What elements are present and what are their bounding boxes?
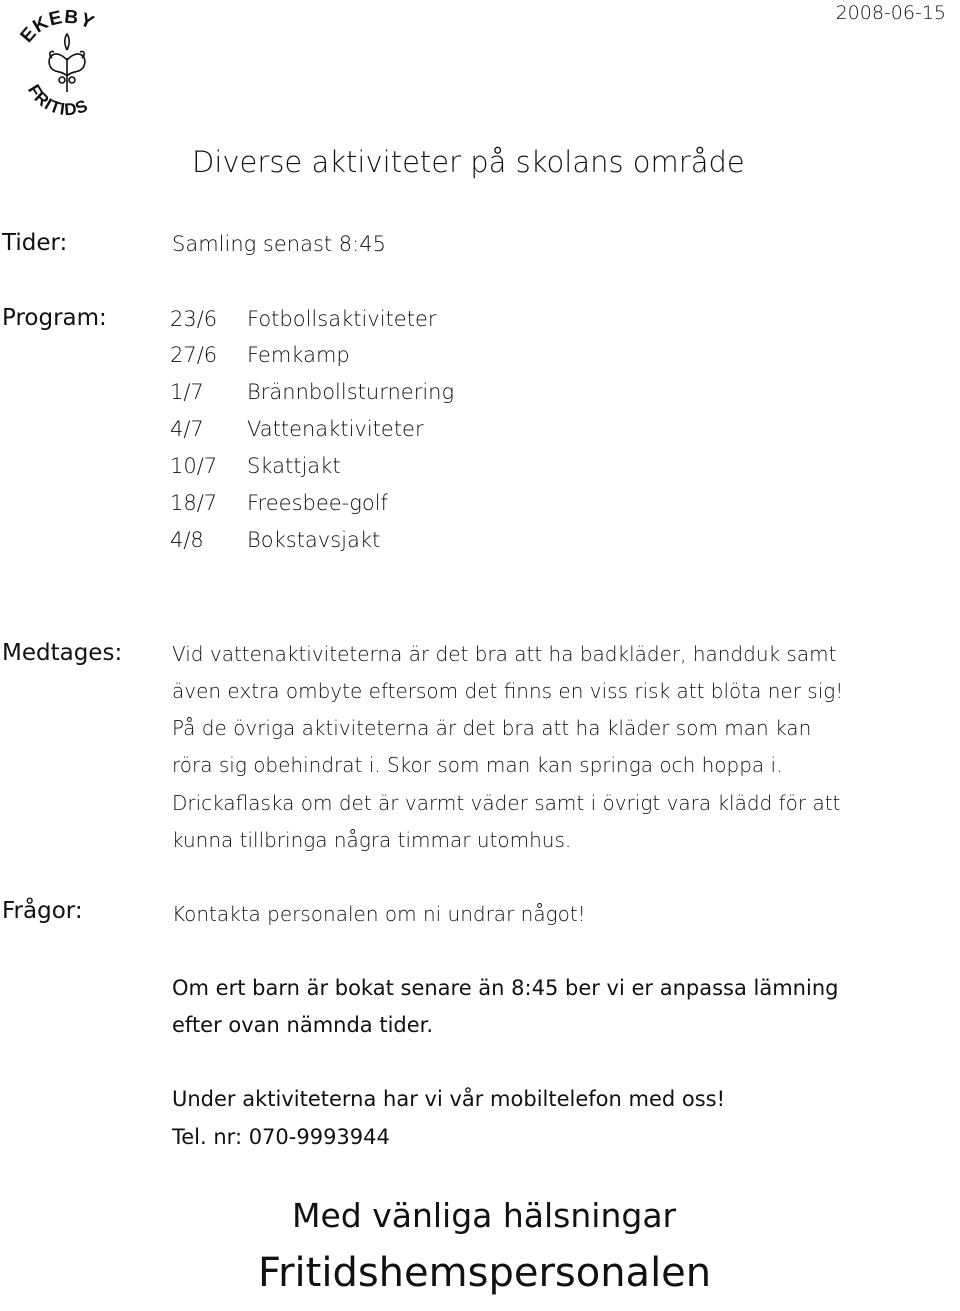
program-activity: Bokstavsjakt [247, 528, 381, 552]
document-date: 2008-06-15 [835, 2, 946, 24]
tider-label: Tider: [2, 230, 68, 256]
fragor-value: Kontakta personalen om ni undrar något! [172, 902, 586, 926]
logo-bottom-text: FRITIDS [24, 81, 92, 115]
program-activity: Brännbollsturnering [247, 380, 455, 404]
program-date: 27/6 [170, 343, 218, 367]
medtages-label: Medtages: [2, 640, 123, 666]
program-date: 4/7 [170, 417, 204, 441]
medtages-line: kunna tillbringa några timmar utomhus. [172, 828, 572, 852]
page-title: Diverse aktiviteter på skolans område [192, 145, 745, 179]
medtages-line: På de övriga aktiviteterna är det bra att ha kläder som man kan [172, 716, 812, 740]
program-activity: Freesbee-golf [247, 491, 388, 515]
notice-line: efter ovan nämnda tider. [172, 1013, 434, 1037]
medtages-line: även extra ombyte eftersom det finns en viss risk att blöta ner sig! [172, 679, 844, 703]
svg-text:EKEBY [17, 10, 98, 47]
medtages-line: röra sig obehindrat i. Skor som man kan springa och hoppa i. [172, 753, 783, 777]
closing-greeting: Med vänliga hälsningar [292, 1196, 677, 1235]
program-date: 23/6 [170, 307, 218, 331]
program-activity: Femkamp [247, 343, 350, 367]
program-date: 1/7 [170, 380, 204, 404]
program-activity: Skattjakt [247, 454, 341, 478]
program-label: Program: [2, 305, 107, 331]
phone-number: Tel. nr: 070-9993944 [172, 1125, 390, 1149]
fragor-label: Frågor: [2, 898, 83, 924]
closing-signature: Fritidshemspersonalen [258, 1250, 712, 1296]
logo-top-text: EKEBY [16, 10, 98, 47]
program-activity: Fotbollsaktiviteter [247, 307, 437, 331]
program-activity: Vattenaktiviteter [247, 417, 424, 441]
medtages-line: Vid vattenaktiviteterna är det bra att ha badkläder, handduk samt [172, 642, 837, 666]
medtages-line: Drickaflaska om det är varmt väder samt i övrigt vara klädd för att [172, 791, 841, 815]
program-date: 18/7 [170, 491, 218, 515]
tider-value: Samling senast 8:45 [172, 232, 386, 256]
oak-leaves-icon [49, 34, 85, 92]
contact-line: Under aktiviteterna har vi vår mobiltelefon med oss! [172, 1087, 726, 1111]
program-date: 4/8 [170, 528, 204, 552]
ekeby-fritids-logo [12, 10, 122, 115]
svg-text:FRITIDS [24, 81, 91, 115]
notice-line: Om ert barn är bokat senare än 8:45 ber vi er anpassa lämning [172, 976, 839, 1000]
program-date: 10/7 [170, 454, 218, 478]
